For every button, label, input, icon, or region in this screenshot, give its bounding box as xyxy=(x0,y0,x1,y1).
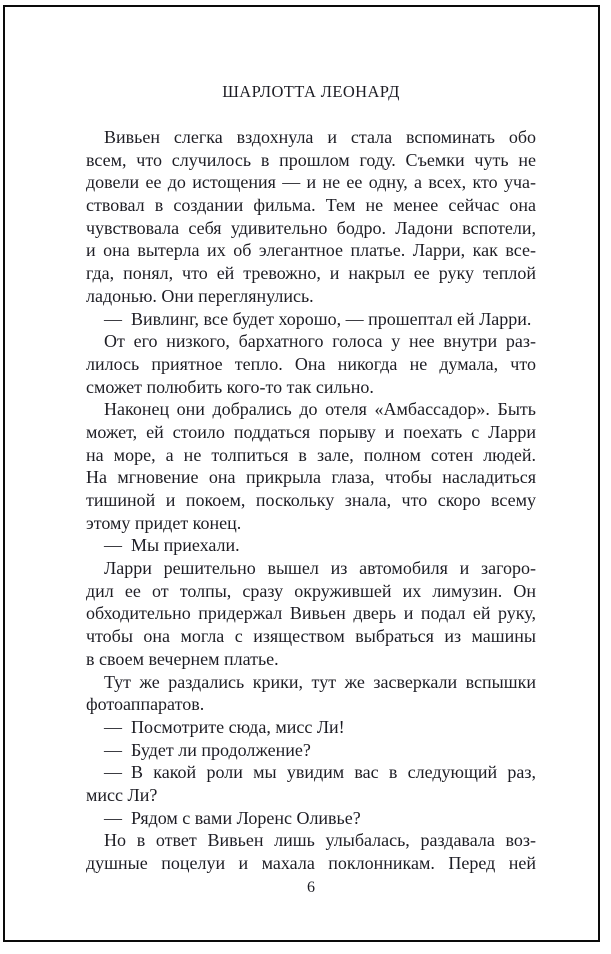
text-line: в своем вечернем платье. xyxy=(86,648,279,669)
body-text xyxy=(86,126,536,875)
text-line: душные поцелуи и махала поклонникам. Перед ней xyxy=(86,853,536,873)
paragraph xyxy=(86,308,536,331)
text-line: — Посмотрите сюда, мисс Ли! xyxy=(104,716,345,737)
text-line: может, ей стоило поддаться порыву и поехать с Ларри xyxy=(86,421,536,442)
text-line: гда, понял, что ей тревожно, и накрыл ее руку теплой xyxy=(86,263,536,284)
paragraph xyxy=(86,807,536,830)
text-line: довели ее до истощения — и не ее одну, а всех, кто уча- xyxy=(86,172,536,193)
running-header: ШАРЛОТТА ЛЕОНАРД xyxy=(222,82,400,101)
text-line: — Вивлинг, все будет хорошо, — прошептал ей Ларри. xyxy=(104,308,532,329)
text-line: ствовал в создании фильма. Тем не менее сейчас она xyxy=(86,195,536,216)
text-line: — Рядом с вами Лоренс Оливье? xyxy=(104,807,361,828)
page-number: 6 xyxy=(307,878,315,896)
text-line: — Будет ли продолжение? xyxy=(104,739,311,760)
text-line: чувствовала себя удивительно бодро. Ладони вспотели, xyxy=(86,217,536,238)
paragraph xyxy=(86,761,536,806)
text-line: и она вытерла их об элегантное платье. Ларри, как все- xyxy=(86,240,536,261)
text-line: — Мы приехали. xyxy=(104,535,240,556)
paragraph xyxy=(86,716,536,739)
paragraph xyxy=(86,671,536,716)
text-line: всем, что случилось в прошлом году. Съемки чуть не xyxy=(86,149,536,170)
text-line: этому придет конец. xyxy=(86,512,242,533)
text-line: Наконец они добрались до отеля «Амбассадор». Быть xyxy=(104,399,536,420)
text-line: мисс Ли? xyxy=(86,784,158,805)
text-line: на море, а не толпиться в зале, полном сотен людей. xyxy=(86,444,536,465)
text-line: Вивьен слегка вздохнула и стала вспоминать обо xyxy=(104,127,536,147)
text-line: Но в ответ Вивьен лишь улыбалась, раздавала воз- xyxy=(104,830,536,851)
text-line: дил ее от толпы, сразу окружившей их лимузин. Он xyxy=(86,580,536,601)
paragraph xyxy=(86,829,536,874)
paragraph xyxy=(86,126,536,308)
text-line: На мгновение она прикрыла глаза, чтобы насладиться xyxy=(86,467,536,488)
text-line: тишиной и покоем, поскольку знала, что скоро всему xyxy=(86,490,536,510)
paragraph xyxy=(86,534,536,557)
text-line: сможет полюбить кого-то так сильно. xyxy=(86,376,374,397)
text-line: — В какой роли мы увидим вас в следующий раз, xyxy=(104,762,536,783)
text-line: обходительно придержал Вивьен дверь и подал ей руку, xyxy=(86,603,536,624)
text-line: Ларри решительно вышел из автомобиля и загоро- xyxy=(104,558,536,579)
text-line: Тут же раздались крики, тут же засверкали вспышки xyxy=(104,671,536,692)
text-column xyxy=(86,0,536,899)
text-line: фотоаппаратов. xyxy=(86,694,205,715)
text-line: лилось приятное тепло. Она никогда не думала, что xyxy=(86,353,536,374)
text-line: чтобы она могла с изяществом выбраться из машины xyxy=(86,626,536,647)
paragraph xyxy=(86,330,536,398)
paragraph xyxy=(86,557,536,670)
paragraph xyxy=(86,398,536,534)
paragraph xyxy=(86,739,536,762)
text-line: ладонью. Они переглянулись. xyxy=(86,285,314,306)
text-line: От его низкого, бархатного голоса у нее внутри раз- xyxy=(104,331,536,352)
